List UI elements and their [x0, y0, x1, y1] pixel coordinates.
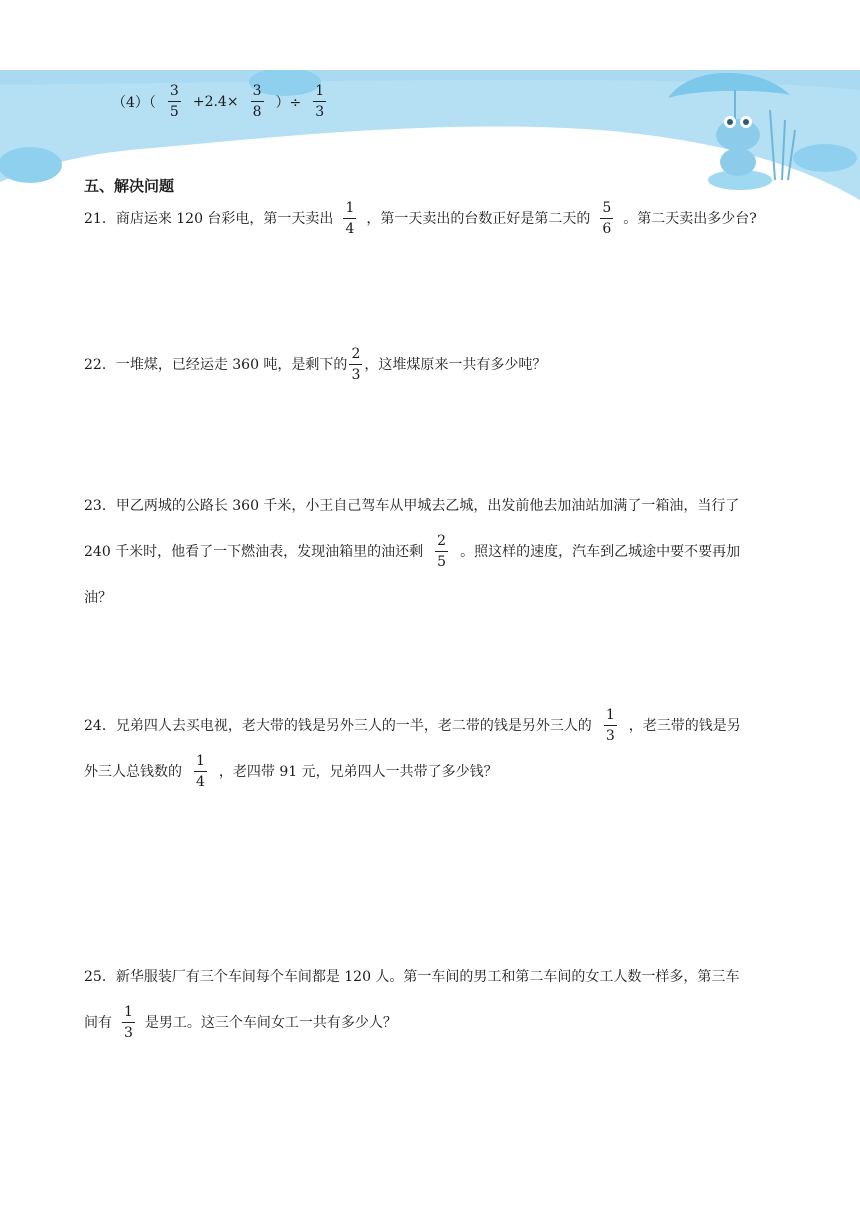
question-21: 21．商店运来 120 台彩电，第一天卖出 $\frac{1}{4}$ ，第一天卖出的台数正好是第二天的 $\frac{5}{6}$ 。第二天卖出多少台?	[84, 199, 757, 237]
fraction: $\frac{5}{6}$	[602, 199, 612, 237]
fraction: $\frac{1}{4}$	[345, 199, 355, 237]
fraction: $\frac{1}{4}$	[196, 752, 205, 790]
fraction: $\frac{3}{8}$	[252, 83, 262, 120]
expr-close: ）÷	[275, 94, 302, 111]
expr-mid: +2.4×	[192, 93, 239, 110]
fraction: $\frac{1}{3}$	[315, 83, 325, 120]
fraction: $\frac{2}{5}$	[437, 532, 447, 570]
question-22: 22．一堆煤，已经运走 360 吨，是剩下的 $\frac{2}{3}$ ，这堆煤原来一共有多少吨？	[84, 345, 547, 383]
section-title: 五、解决问题	[84, 177, 175, 195]
question-23: 23．甲乙两城的公路长 360 千米，小王自己驾车从甲城去乙城，出发前他去加油站加满了一箱油，当行了 240 千米时，他看了一下燃油表，发现油箱里的油还剩 $\frac{2}{5}$ 。照这样的速度，汽车到乙城途中要不要再加 油？	[84, 498, 741, 606]
fraction: $\frac{2}{3}$	[351, 345, 361, 383]
expr-prefix: （4）（	[112, 94, 156, 111]
fraction: $\frac{1}{3}$	[124, 1003, 133, 1041]
question-25: 25．新华服装厂有三个车间每个车间都是 120 人。第一车间的男工和第二车间的女工人数一样多，第三车 间有 $\frac{1}{3}$ 是男工。这三个车间女工一共有多少人？	[84, 969, 740, 1041]
question-24: 24．兄弟四人去买电视，老大带的钱是另外三人的一半，老二带的钱是另外三人的 $\frac{1}{3}$ ，老三带的钱是另 外三人总钱数的 $\frac{1}{4}$ ，老四带 91 元，兄弟四人一共带了多少钱？	[84, 706, 741, 790]
expression-line	[112, 84, 332, 119]
fraction: $\frac{3}{5}$	[169, 83, 179, 120]
fraction: $\frac{1}{3}$	[605, 706, 615, 744]
